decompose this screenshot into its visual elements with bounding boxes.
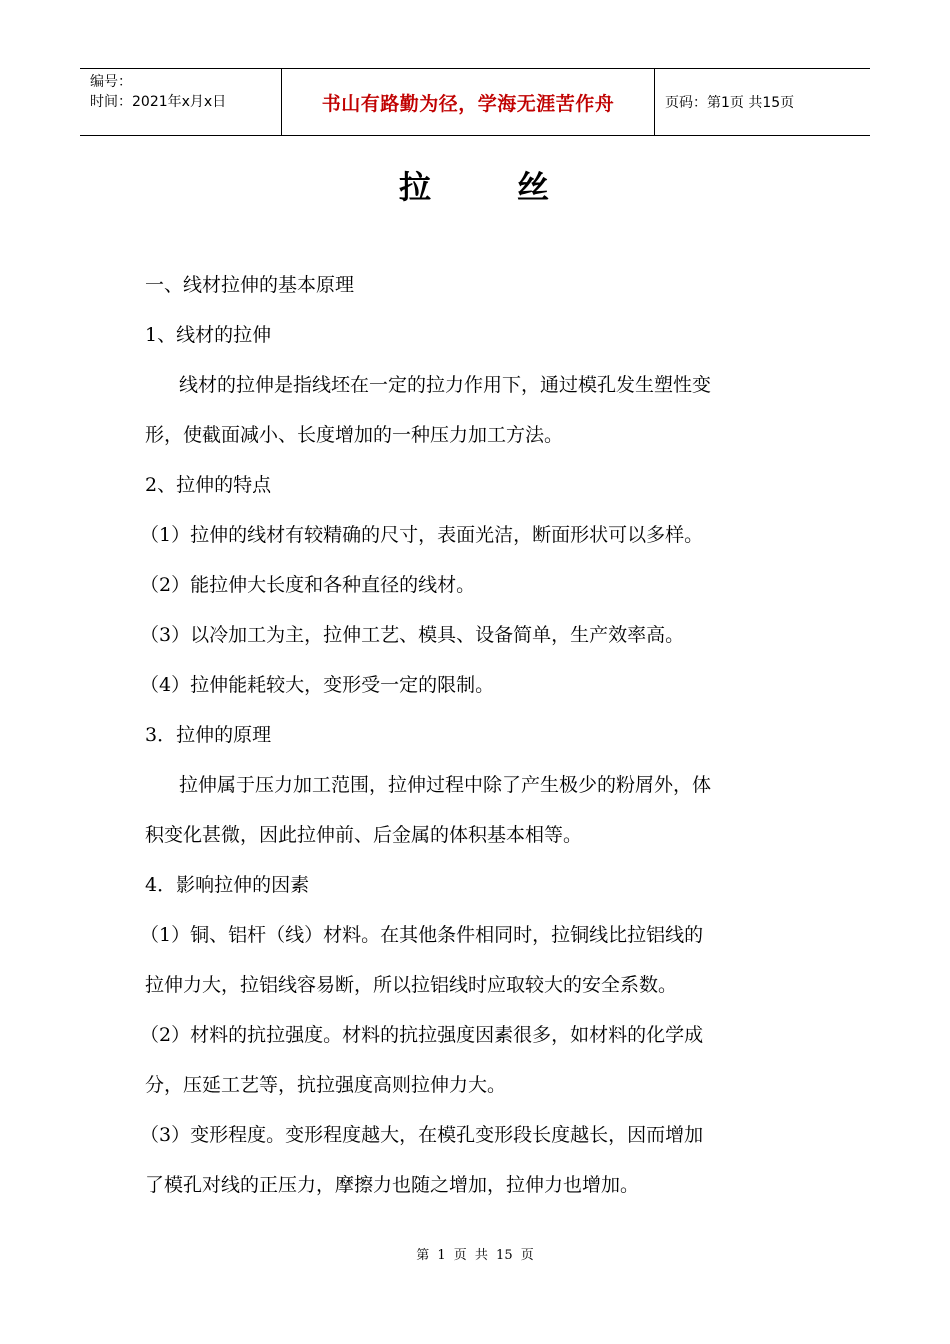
list-item: （4）拉伸能耗较大，变形受一定的限制。 xyxy=(140,674,495,696)
header-page-info: 页码：第1页 共15页 xyxy=(665,95,795,111)
document-body xyxy=(140,260,815,1210)
list-item: （3）变形程度。变形程度越大，在模孔变形段长度越长，因而增加 xyxy=(140,1124,704,1146)
list-item: （1）拉伸的线材有较精确的尺寸，表面光洁，断面形状可以多样。 xyxy=(140,524,704,546)
list-item: （1）铜、铝杆（线）材料。在其他条件相同时，拉铜线比拉铝线的 xyxy=(140,924,704,946)
subsection-heading: 4．影响拉伸的因素 xyxy=(145,874,310,896)
title-char-2: 丝 xyxy=(517,168,552,206)
document-header xyxy=(80,68,870,136)
list-item: （2）材料的抗拉强度。材料的抗拉强度因素很多，如材料的化学成 xyxy=(140,1024,704,1046)
header-left-cell xyxy=(80,69,282,135)
section-heading: 一、线材拉伸的基本原理 xyxy=(145,274,355,296)
document-number-label: 编号： xyxy=(90,74,132,90)
subsection-heading: 2、拉伸的特点 xyxy=(145,474,272,496)
list-item-continuation: 了模孔对线的正压力，摩擦力也随之增加，拉伸力也增加。 xyxy=(145,1174,640,1196)
title-char-1: 拉 xyxy=(398,168,433,206)
list-item: （2）能拉伸大长度和各种直径的线材。 xyxy=(140,574,476,596)
subsection-heading: 3．拉伸的原理 xyxy=(145,724,272,746)
subsection-heading: 1、线材的拉伸 xyxy=(145,324,272,346)
paragraph-line: 积变化甚微，因此拉伸前、后金属的体积基本相等。 xyxy=(145,824,583,846)
page-footer: 第 1 页 共 15 页 xyxy=(416,1248,534,1263)
paragraph-line: 拉伸属于压力加工范围，拉伸过程中除了产生极少的粉屑外，体 xyxy=(179,774,712,796)
document-title xyxy=(0,162,950,208)
list-item: （3）以冷加工为主，拉伸工艺、模具、设备简单，生产效率高。 xyxy=(140,624,685,646)
list-item-continuation: 拉伸力大，拉铝线容易断，所以拉铝线时应取较大的安全系数。 xyxy=(145,974,678,996)
paragraph-line: 线材的拉伸是指线坯在一定的拉力作用下，通过模孔发生塑性变 xyxy=(179,374,712,396)
paragraph-line: 形，使截面减小、长度增加的一种压力加工方法。 xyxy=(145,424,564,446)
document-time-label: 时间：2021年x月x日 xyxy=(90,94,227,110)
list-item-continuation: 分，压延工艺等，抗拉强度高则拉伸力大。 xyxy=(145,1074,507,1096)
header-motto: 书山有路勤为径，学海无涯苦作舟 xyxy=(282,69,655,135)
